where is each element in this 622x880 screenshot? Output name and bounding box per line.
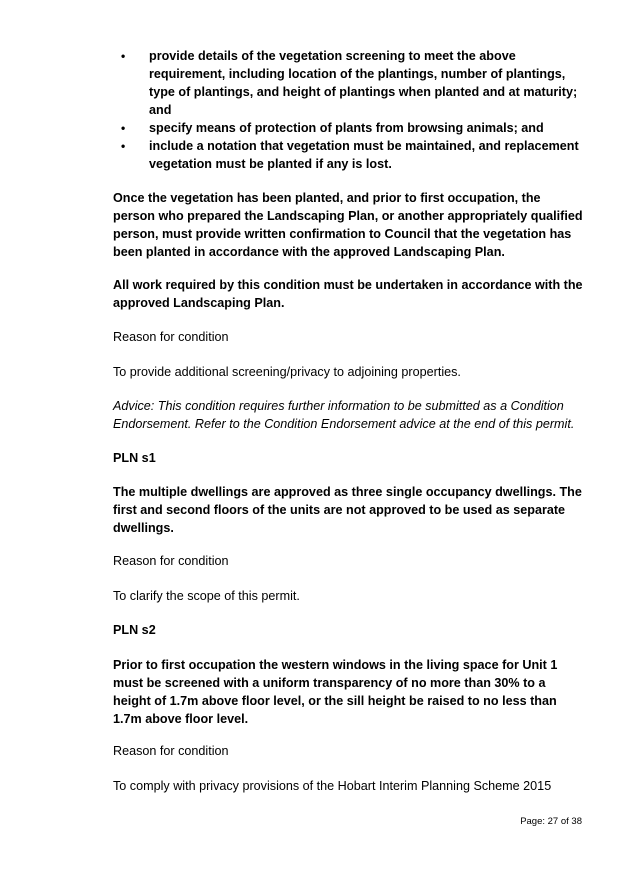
list-item [113,119,583,137]
confirmation-paragraph: Once the vegetation has been planted, and prior to first occupation, the person who prepared the Landscaping Plan, or another appropriately qualified person, must provide written confirmation to Council that the vegetation has been planted in accordance with the approved Landscaping Plan. [113,191,583,259]
reason-text: To provide additional screening/privacy to adjoining properties. [113,365,461,379]
reason-text: To clarify the scope of this permit. [113,589,300,603]
page-number: Page: 27 of 38 [520,816,582,827]
requirement-bullet-list [113,47,583,173]
work-required-paragraph: All work required by this condition must be undertaken in accordance with the approved Landscaping Plan. [113,278,583,310]
bullet-text: provide details of the vegetation screening to meet the above requirement, including location of the plantings, number of plantings, type of plantings, and height of plantings when planted and at maturity; and [149,49,578,117]
reason-label: Reason for condition [113,554,229,568]
advice-paragraph: Advice: This condition requires further information to be submitted as a Condition Endorsement. Refer to the Condition Endorsement advice at the end of this permit. [113,399,575,431]
reason-label: Reason for condition [113,330,229,344]
bullet-icon: • [121,49,126,63]
s2-condition-paragraph: Prior to first occupation the western windows in the living space for Unit 1 must be screened with a uniform transparency of no more than 30% to a height of 1.7m above floor level, or the sill height be raised to no less than 1.7m above floor level. [113,658,558,726]
section-heading-s1: PLN s1 [113,451,156,465]
bullet-icon: • [121,139,126,153]
s1-condition-paragraph: The multiple dwellings are approved as three single occupancy dwellings. The first and second floors of the units are not approved to be used as separate dwellings. [113,485,582,535]
list-item [113,137,583,173]
reason-text: To comply with privacy provisions of the Hobart Interim Planning Scheme 2015 [113,779,552,793]
bullet-text: include a notation that vegetation must be maintained, and replacement vegetation must be planted if any is lost. [149,139,579,171]
bullet-text: specify means of protection of plants from browsing animals; and [149,121,544,135]
list-item [113,47,583,119]
section-heading-s2: PLN s2 [113,623,156,637]
bullet-icon: • [121,121,126,135]
reason-label: Reason for condition [113,744,229,758]
